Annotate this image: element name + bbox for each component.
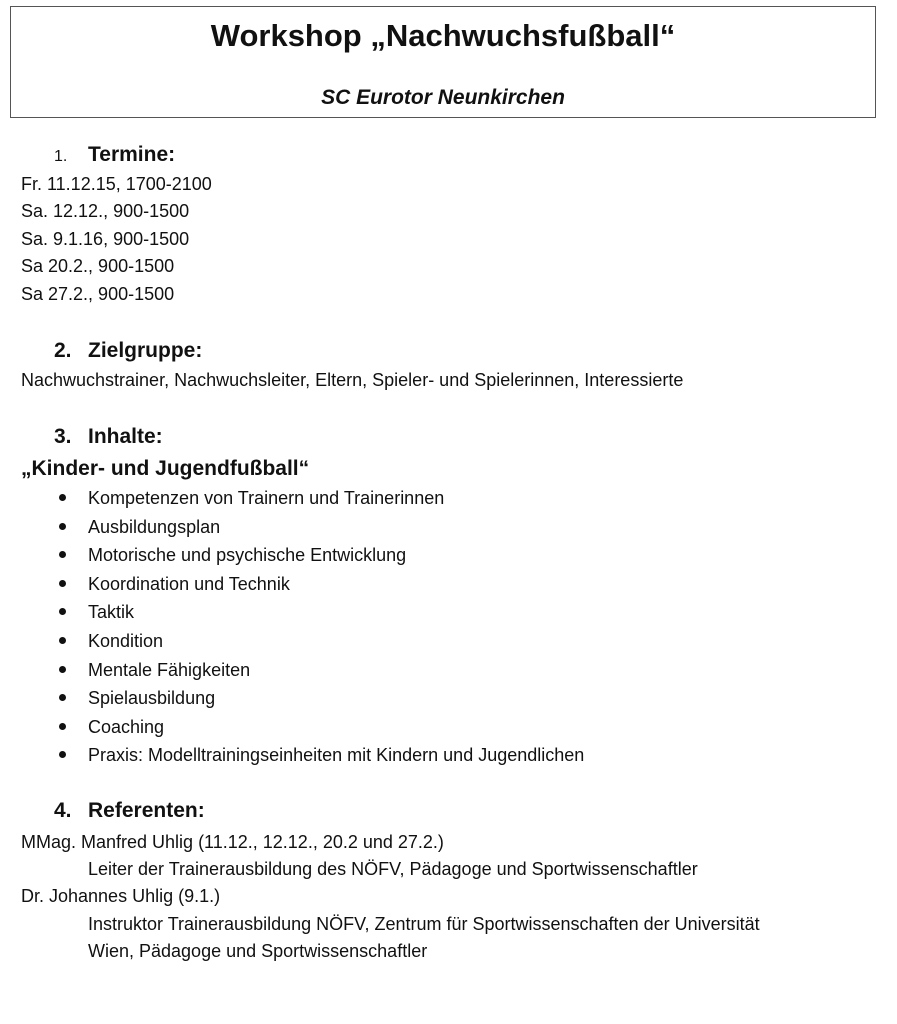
title-box [10,6,876,118]
bullet-icon [59,751,66,758]
section-title: Zielgruppe: [88,339,203,362]
speaker-name: Dr. Johannes Uhlig (9.1.) [21,886,221,906]
date-line: Fr. 11.12.15, 1700-2100 [21,174,212,194]
date-line: Sa 20.2., 900-1500 [21,256,175,276]
bullet-icon [59,694,66,701]
section-heading-termine [54,142,175,170]
section-title: Referenten: [88,799,205,822]
date-line: Sa. 9.1.16, 900-1500 [21,229,190,249]
section-number: 1. [54,148,68,165]
speaker-description: Wien, Pädagoge und Sportwissenschaftler [88,941,428,961]
target-group-text: Nachwuchstrainer, Nachwuchsleiter, Eltern, Spieler- und Spielerinnen, Interessierte [21,370,684,390]
bullet-icon [59,551,66,558]
document-subtitle: SC Eurotor Neunkirchen [321,86,565,109]
section-heading-inhalte [54,424,163,450]
date-line: Sa. 12.12., 900-1500 [21,201,190,221]
bullet-icon [59,608,66,615]
date-line: Sa 27.2., 900-1500 [21,284,175,304]
bullet-icon [59,666,66,673]
bullet-icon [59,637,66,644]
section-number: 3. [54,425,72,448]
speaker-name: MMag. Manfred Uhlig (11.12., 12.12., 20.2 und 27.2.) [21,832,444,852]
content-subheading: „Kinder- und Jugendfußball“ [21,457,310,480]
speaker-description: Leiter der Trainerausbildung des NÖFV, Pädagoge und Sportwissenschaftler [88,859,698,879]
document-title: Workshop „Nachwuchsfußball“ [210,18,676,53]
bullet-icon [59,580,66,587]
section-heading-referenten [54,798,205,824]
section-number: 2. [54,339,72,362]
section-title: Termine: [88,143,176,166]
bullet-icon [59,523,66,530]
bullet-icon [59,494,66,501]
section-heading-zielgruppe [54,338,202,364]
bullet-icon [59,723,66,730]
speaker-description: Instruktor Trainerausbildung NÖFV, Zentrum für Sportwissenschaften der Universität [88,914,760,934]
section-number: 4. [54,799,72,822]
section-title: Inhalte: [88,425,163,448]
